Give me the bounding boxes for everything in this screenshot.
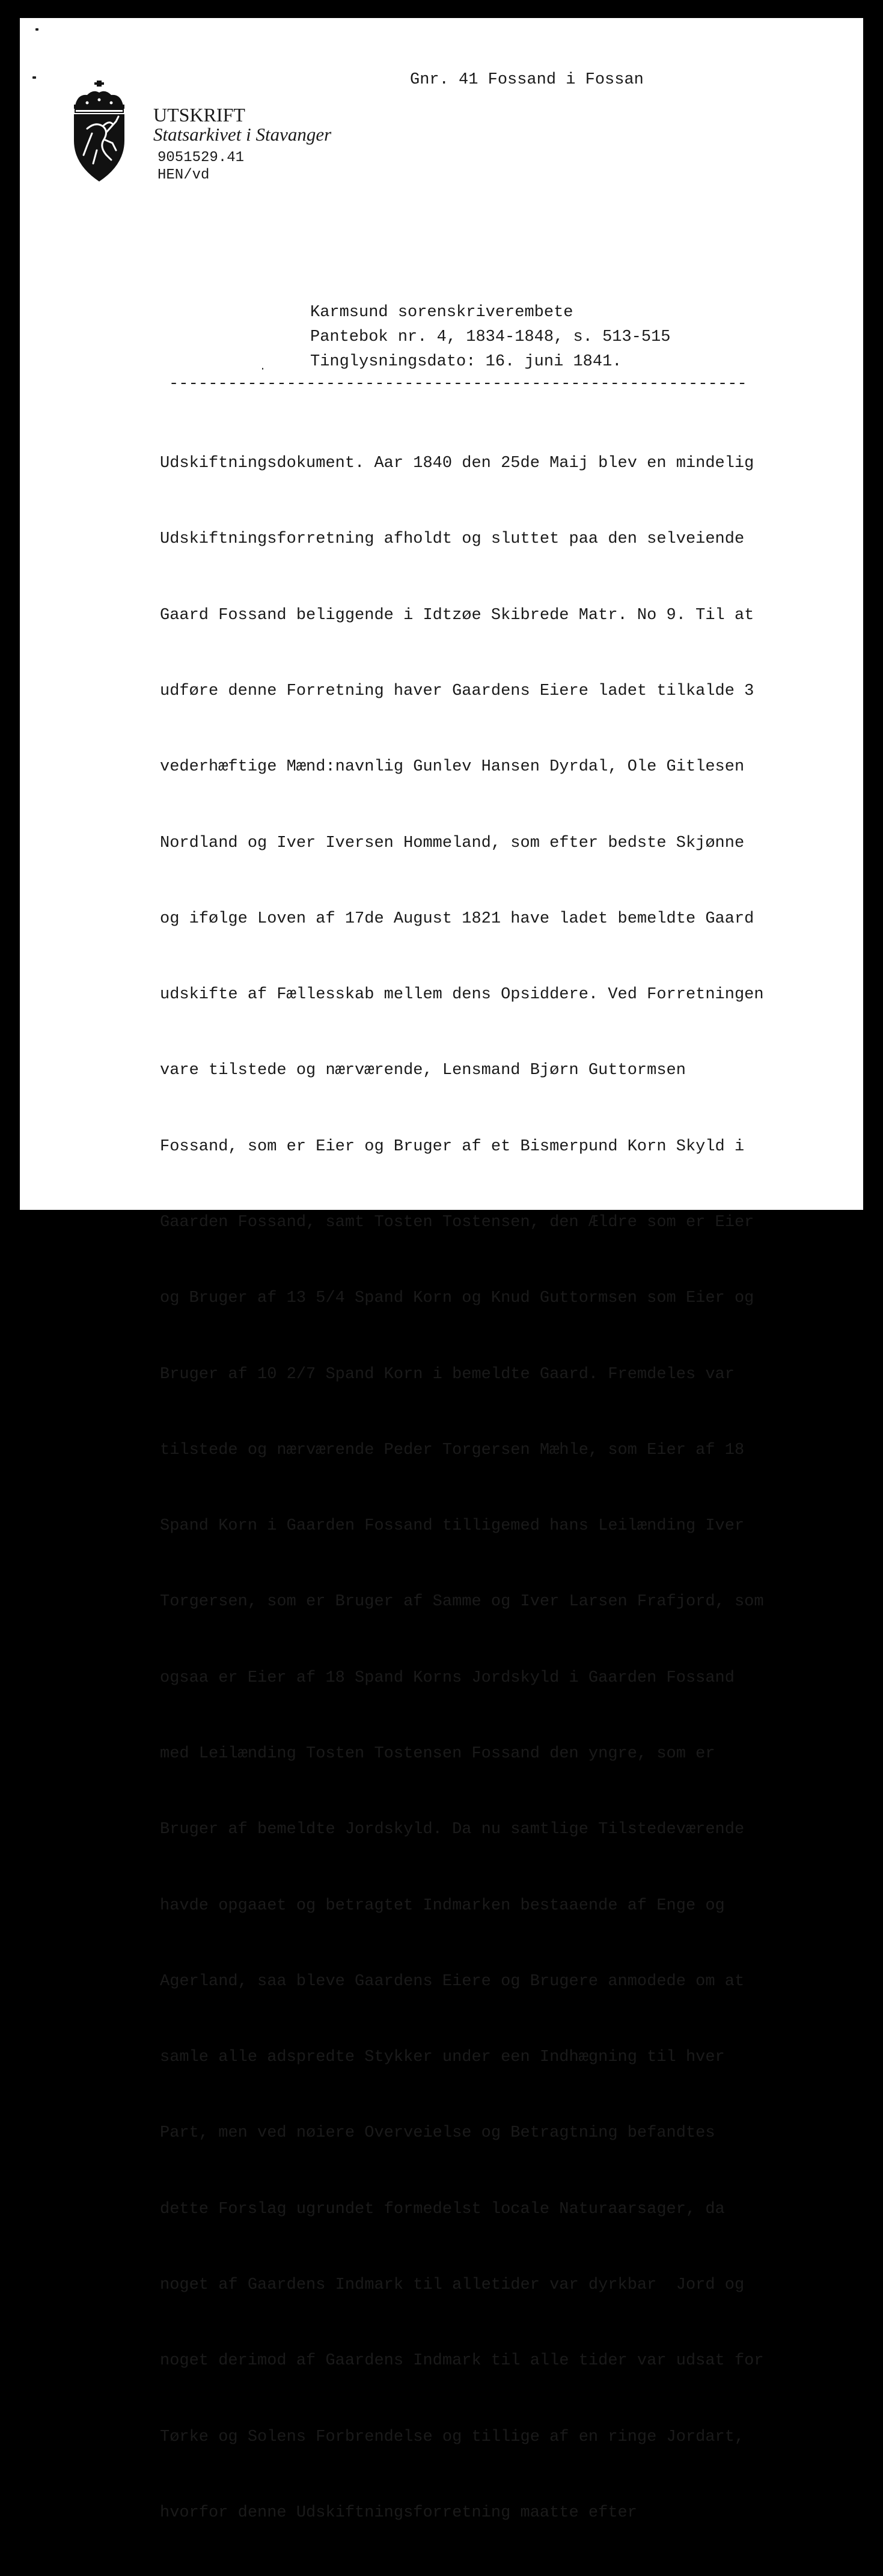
document-page — [20, 18, 863, 2522]
body-line: Spand Korn i Gaarden Fossand tilligemed hans Leilænding Iver — [160, 1517, 745, 1536]
scan-speck — [32, 76, 36, 79]
clerk-initials: HEN/vd — [157, 167, 210, 183]
archive-name: Statsarkivet i Stavanger — [153, 124, 332, 145]
body-line: samle alle adspredte Stykker under een Indhægning til hver — [160, 2048, 725, 2067]
body-line: Udskiftningsdokument. Aar 1840 den 25de Maij blev en mindelig — [160, 454, 754, 473]
dashed-divider: ----------------------------------------------------------- — [169, 375, 747, 393]
scan-speck — [35, 28, 38, 31]
body-line: Gaard Fossand beliggende i Idtzøe Skibrede Matr. No 9. Til at — [160, 606, 754, 624]
farm-number-heading: Gnr. 41 Fossand i Fossan — [410, 71, 644, 89]
reference-block — [157, 149, 244, 184]
body-line: dette Forslag ugrundet formedelst locale Naturaarsager, da — [160, 2200, 725, 2218]
body-line: Bruger af bemeldte Jordskyld. Da nu samtlige Tilstedeværende — [160, 1821, 745, 1839]
body-line: Part, men ved nøiere Overveielse og Betragtning befandtes — [160, 2124, 715, 2143]
body-line: Bruger af 10 2/7 Spand Korn i bemeldte Gaard. Fremdeles var — [160, 1365, 735, 1384]
body-line: Agerland, saa bleve Gaardens Eiere og Brugere anmodede om at — [160, 1972, 745, 1991]
body-line: med Leilænding Tosten Tostensen Fossand den yngre, som er — [160, 1744, 715, 1763]
body-line: Torgersen, som er Bruger af Samme og Iver Larsen Frafjord, som — [160, 1593, 764, 1611]
body-line: Tørke og Solens Forbrendelse og tillige af en ringe Jordart, — [160, 2428, 745, 2446]
source-block — [310, 301, 671, 374]
body-line: noget derimod af Gaardens Indmark til alle tider var udsat for — [160, 2352, 764, 2370]
reference-number: 9051529.41 — [157, 150, 245, 166]
body-line: tilstede og nærværende Peder Torgersen Mæhle, som Eier af 18 — [160, 1441, 745, 1459]
body-line: hvorfor denne Udskiftningsforretning maatte efter — [160, 2503, 637, 2522]
source-office: Karmsund sorenskriverembete — [310, 304, 573, 322]
body-line: og Bruger af 13 5/4 Spand Korn og Knud Guttormsen som Eier og — [160, 1289, 754, 1308]
body-line: Nordland og Iver Iversen Hommeland, som efter bedste Skjønne — [160, 834, 745, 852]
body-line: udskifte af Fællesskab mellem dens Opsiddere. Ved Forretningen — [160, 986, 764, 1004]
body-line: udføre denne Forretning haver Gaardens Eiere ladet tilkalde 3 — [160, 682, 754, 701]
body-line: Gaarden Fossand, samt Tosten Tostensen, den Ældre som er Eier — [160, 1213, 754, 1232]
body-line: Fossand, som er Eier og Bruger af et Bismerpund Korn Skyld i — [160, 1137, 745, 1156]
body-line: Udskiftningsforretning afholdt og sluttet paa den selveiende — [160, 530, 745, 549]
norwegian-lion-coat-of-arms-icon — [69, 81, 129, 183]
body-line: noget af Gaardens Indmark til alletider var dyrkbar Jord og — [160, 2275, 745, 2294]
body-line: vare tilstede og nærværende, Lensmand Bjørn Guttormsen — [160, 1061, 686, 1080]
utskrift-label: UTSKRIFT — [153, 104, 245, 126]
body-line: havde opgaaet og betragtet Indmarken bestaaende af Enge og — [160, 1896, 725, 1915]
body-line: vederhæftige Mænd:navnlig Gunlev Hansen Dyrdal, Ole Gitlesen — [160, 758, 745, 777]
body-line: og ifølge Loven af 17de August 1821 have ladet bemeldte Gaard — [160, 909, 754, 928]
source-registration-date: Tinglysningsdato: 16. juni 1841. — [310, 353, 622, 371]
transcription-body — [160, 400, 833, 2576]
body-line: ogsaa er Eier af 18 Spand Korns Jordskyld i Gaarden Fossand — [160, 1668, 735, 1687]
scan-speck — [262, 368, 263, 370]
source-book: Pantebok nr. 4, 1834-1848, s. 513-515 — [310, 328, 671, 346]
